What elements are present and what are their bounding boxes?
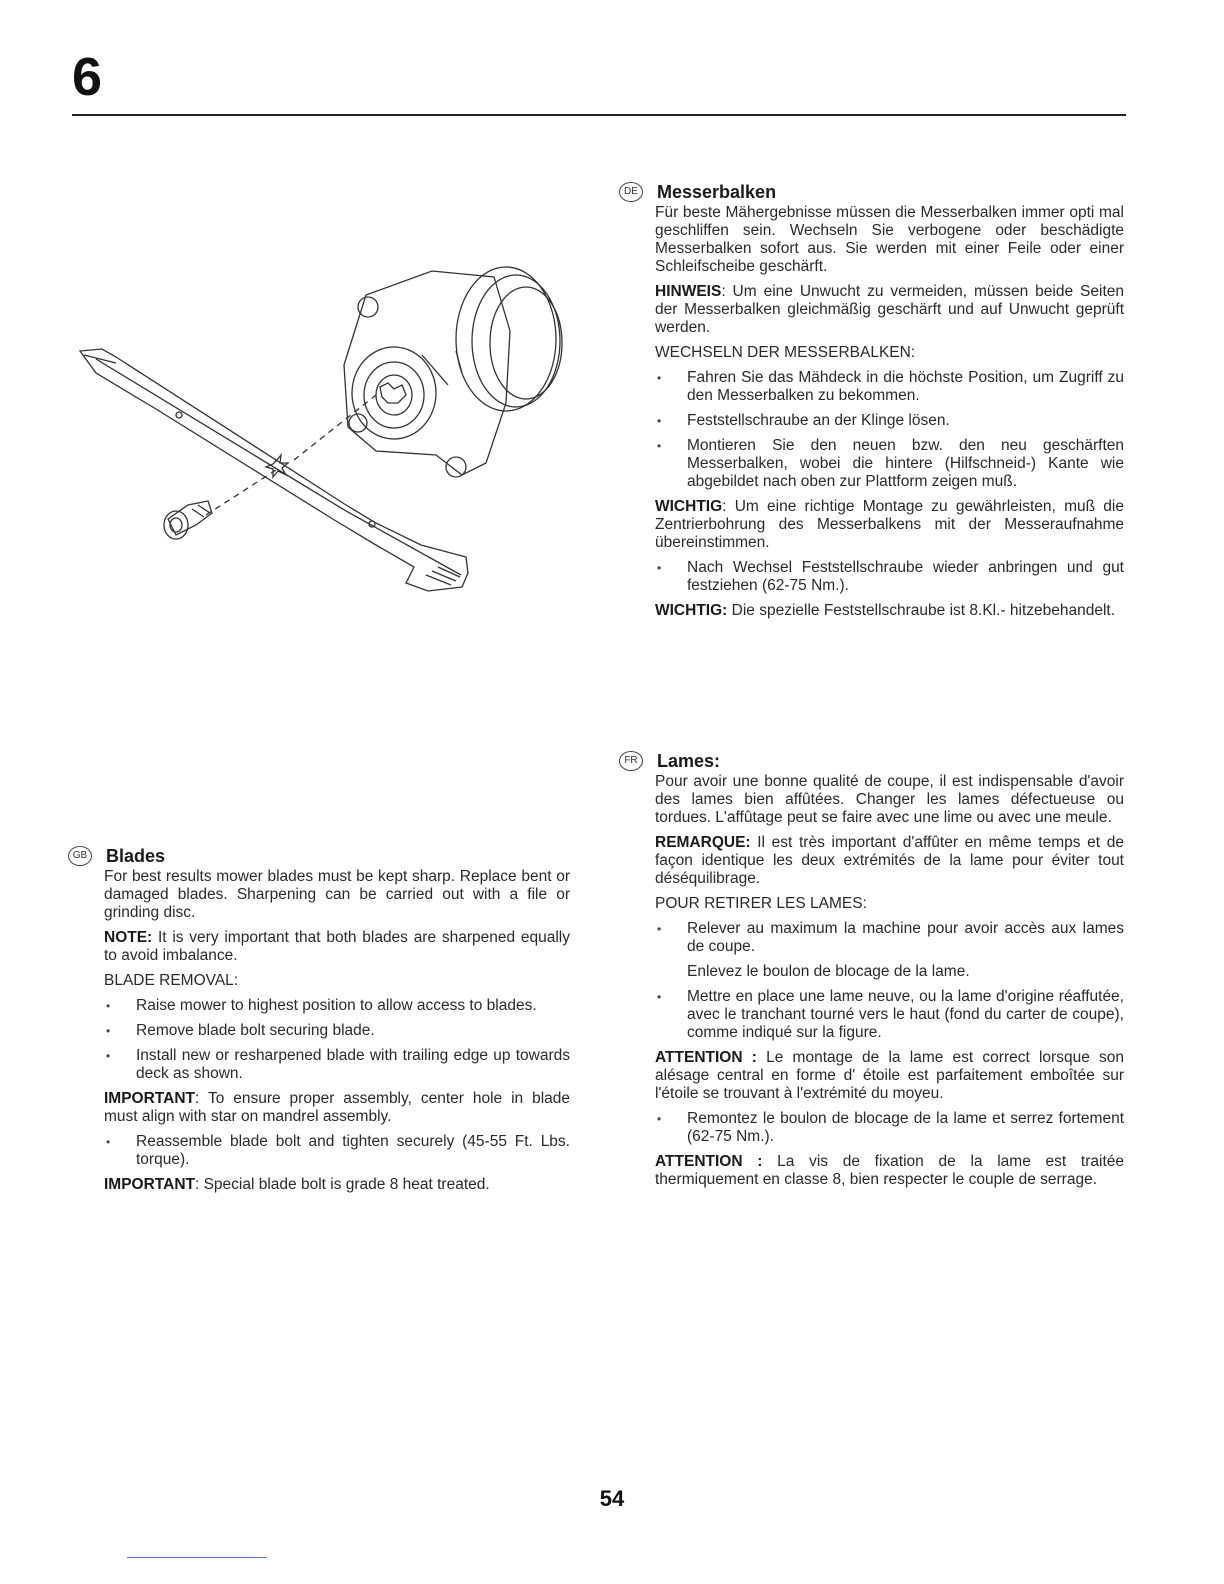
fr-attention-2-text: La vis de fixation de la lame est traitée thermiquement en classe 8, bien respecter le couple de serrage. [655, 1153, 1125, 1188]
fr-remarque [655, 834, 1124, 888]
de-removal-heading: WECHSELN DER MESSERBALKEN: [655, 344, 916, 361]
fr-steps-2 [655, 988, 1124, 1042]
gb-step: • Reassemble blade bolt and tighten securely (45-55 Ft. Lbs. torque). [104, 1133, 570, 1169]
de-wichtig-1-text: : Um eine richtige Montage zu gewährleisten, muß die Zentrierbohrung des Messerbalkens mit der Messeraufnahme übereinstimmen. [655, 498, 1124, 551]
fr-flag-icon: FR [619, 751, 643, 771]
blade-bolt [164, 501, 212, 539]
fr-attention-2-label: ATTENTION : [655, 1153, 763, 1170]
de-hinweis-label: HINWEIS [655, 283, 722, 300]
gb-steps-2 [104, 1133, 570, 1169]
gb-section [72, 846, 570, 1201]
de-step: • Feststellschraube an der Klinge lösen. [655, 412, 1124, 430]
fr-attention-1 [655, 1049, 1124, 1103]
fr-step: • Mettre en place une lame neuve, ou la lame d'origine réaffutée, avec le tranchant tourné vers le haut (fond du carter de coupe), comme indiqué sur la figure. [655, 988, 1124, 1042]
de-step: • Nach Wechsel Feststellschraube wieder anbringen und gut festziehen (62-75 Nm.). [655, 559, 1124, 595]
de-wichtig-2-label: WICHTIG: [655, 602, 728, 619]
fr-step-sub: Enlevez le boulon de blocage de la lame. [687, 963, 970, 980]
gb-important-2-label: IMPORTANT [104, 1176, 195, 1193]
gb-heading [68, 846, 570, 866]
gb-important-2 [104, 1176, 570, 1194]
fr-section [624, 751, 1125, 1196]
gb-important-1 [104, 1090, 570, 1126]
fr-remarque-text: Il est très important d'affûter en même temps et de façon identique les deux extrémités de la lame pour éviter tout déséquilibrage. [655, 834, 1124, 887]
de-title: Messerbalken [657, 182, 777, 202]
fr-remarque-label: REMARQUE: [655, 834, 751, 851]
blade-star-hole [266, 455, 288, 477]
de-intro: Für beste Mähergebnisse müssen die Messerbalken immer opti mal geschliffen sein. Wechseln Sie verbogene oder beschädigte Messerbalken sofort aus. Sie werden mit einer Feile oder einer Schleifscheibe geschärft. [655, 204, 1124, 275]
header-rule [72, 114, 1126, 116]
de-flag-icon: DE [619, 182, 643, 202]
fr-attention-1-text: Le montage de la lame est correct lorsque son alésage central en forme d' étoile est parfaitement emboîtée sur l'étoile se trouvant à l'extrémité du moyeu. [655, 1049, 1125, 1102]
de-wichtig-1 [655, 498, 1124, 552]
gb-removal-heading: BLADE REMOVAL: [104, 972, 239, 989]
fr-heading [619, 751, 1124, 771]
de-steps-2 [655, 559, 1124, 595]
gb-important-1-label: IMPORTANT [104, 1090, 195, 1107]
gb-steps [104, 997, 570, 1083]
gb-note-label: NOTE: [104, 929, 153, 946]
blade-assembly-illustration [76, 255, 576, 605]
gb-step: • Remove blade bolt securing blade. [104, 1022, 570, 1040]
de-hinweis [655, 283, 1124, 337]
de-wichtig-2 [655, 602, 1124, 620]
gb-note [104, 929, 570, 965]
fr-step: • Relever au maximum la machine pour avoir accès aux lames de coupe. [655, 920, 1124, 956]
chapter-number: 6 [72, 47, 103, 107]
gb-step: • Raise mower to highest position to allow access to blades. [104, 997, 570, 1015]
de-heading [619, 182, 1124, 202]
fr-intro: Pour avoir une bonne qualité de coupe, il est indispensable d'avoir des lames bien affûtées. Changer les lames défectueuse ou tordues. L'affûtage peut se faire avec une lime ou avec une meule. [655, 773, 1124, 826]
de-section [624, 182, 1124, 627]
fr-step: • Remontez le boulon de blocage de la lame et serrez fortement (62-75 Nm.). [655, 1110, 1124, 1146]
gb-intro: For best results mower blades must be kept sharp. Replace bent or damaged blades. Sharpening can be carried out with a file or grinding disc. [104, 868, 570, 921]
de-step: • Fahren Sie das Mähdeck in die höchste Position, um Zugriff zu den Messerbalken zu bekommen. [655, 369, 1124, 405]
gb-important-1-text: : To ensure proper assembly, center hole in blade must align with star on mandrel assembly. [104, 1090, 570, 1125]
gb-flag-icon: GB [68, 846, 92, 866]
gb-title: Blades [106, 846, 166, 866]
fr-removal-heading: POUR RETIRER LES LAMES: [655, 895, 867, 912]
gb-note-text: It is very important that both blades are sharpened equally to avoid imbalance. [104, 929, 570, 964]
page-number: 54 [599, 1486, 625, 1511]
footer-link-line [127, 1557, 267, 1558]
de-step: • Montieren Sie den neuen bzw. den neu geschärften Messerbalken, wobei die hintere (Hilfschneid-) Kante wie abgebildet nach oben zur Plattform zeigen muß. [655, 437, 1124, 491]
de-hinweis-text: : Um eine Unwucht zu vermeiden, müssen beide Seiten der Messerbalken gleichmäßig geschärft und auf Unwucht geprüft werden. [655, 283, 1124, 336]
gb-important-2-text: : Special blade bolt is grade 8 heat treated. [194, 1176, 490, 1193]
fr-steps-3 [655, 1110, 1124, 1146]
fr-attention-1-label: ATTENTION : [655, 1049, 757, 1066]
fr-attention-2 [655, 1153, 1124, 1189]
gb-step: • Install new or resharpened blade with trailing edge up towards deck as shown. [104, 1047, 570, 1083]
de-steps [655, 369, 1124, 491]
de-wichtig-2-text: Die spezielle Feststellschraube ist 8.Kl.- hitzebehandelt. [727, 602, 1116, 619]
mandrel-assembly [344, 267, 562, 477]
de-wichtig-1-label: WICHTIG [655, 498, 723, 515]
fr-title: Lames: [657, 751, 721, 771]
fr-steps [655, 920, 1124, 956]
